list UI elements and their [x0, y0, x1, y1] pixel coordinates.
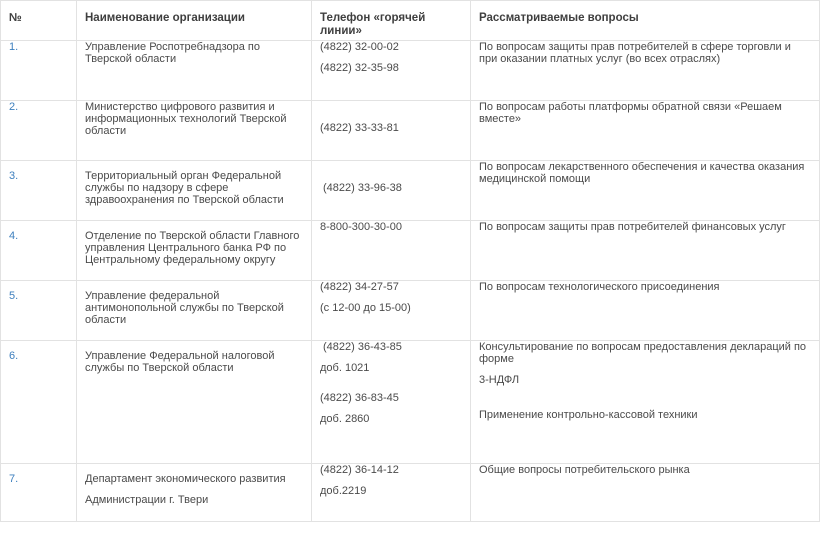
- phone-hours: (с 12-00 до 15-00): [320, 302, 411, 314]
- phone-number[interactable]: (4822) 36-14-12: [320, 464, 399, 476]
- table-row: [1, 161, 820, 221]
- phone-number[interactable]: (4822) 36-83-45: [320, 392, 399, 404]
- organization-name: Управление Федеральной налоговой службы по Тверской области: [77, 341, 312, 464]
- table-row: [1, 341, 820, 464]
- topic-cell: [471, 221, 820, 281]
- topic-cell: [471, 101, 820, 161]
- topic-cell: [471, 341, 820, 464]
- header-org: Наименование организации: [77, 1, 312, 41]
- header-topic: Рассматриваемые вопросы: [471, 1, 820, 41]
- header-phone: Телефон «горячей линии»: [312, 1, 471, 41]
- phone-extension: доб. 2860: [320, 413, 370, 425]
- phone-number[interactable]: (4822) 32-00-02: [320, 41, 399, 53]
- header-num: №: [1, 1, 77, 41]
- organization-name: Департамент экономического развития: [85, 473, 286, 485]
- topic-text: По вопросам лекарственного обеспечения и качества оказания медицинской помощи: [479, 161, 805, 185]
- topic-text: Консультирование по вопросам предоставления деклараций по форме: [479, 341, 807, 365]
- row-number: 6.: [1, 341, 77, 464]
- organization-name: Администрации г. Твери: [85, 494, 209, 506]
- phone-number[interactable]: (4822) 36-43-85: [323, 341, 402, 353]
- phone-cell: [312, 221, 471, 281]
- topic-text: По вопросам защиты прав потребителей в сфере торговли и при оказании платных услуг (во всех отраслях): [479, 41, 791, 65]
- organization-name: Управление федеральной антимонопольной службы по Тверской области: [77, 281, 312, 341]
- organization-name: Министерство цифрового развития и информационных технологий Тверской области: [77, 101, 312, 161]
- topic-text: 3-НДФЛ: [479, 374, 520, 386]
- row-number: 2.: [1, 101, 77, 161]
- topic-text: По вопросам работы платформы обратной связи «Решаем вместе»: [479, 101, 782, 125]
- row-number: 4.: [1, 221, 77, 281]
- topic-cell: [471, 281, 820, 341]
- phone-extension: доб.2219: [320, 485, 367, 497]
- phone-number[interactable]: (4822) 33-33-81: [320, 122, 399, 134]
- topic-text: По вопросам технологического присоединения: [479, 281, 720, 293]
- organization-name: Территориальный орган Федеральной службы по надзору в сфере здравоохранения по Тверской области: [77, 161, 312, 221]
- phone-number[interactable]: 8-800-300-30-00: [320, 221, 402, 233]
- phone-cell: [312, 161, 471, 221]
- row-number: 3.: [1, 161, 77, 221]
- phone-cell: [312, 281, 471, 341]
- row-number: 1.: [1, 41, 77, 101]
- table-row: [1, 464, 820, 522]
- row-number: 5.: [1, 281, 77, 341]
- topic-text: По вопросам защиты прав потребителей финансовых услуг: [479, 221, 786, 233]
- header-row: [1, 1, 820, 41]
- organization-name: Управление Роспотребнадзора по Тверской области: [77, 41, 312, 101]
- topic-cell: [471, 161, 820, 221]
- phone-number[interactable]: (4822) 34-27-57: [320, 281, 399, 293]
- organization-name: Отделение по Тверской области Главного управления Центрального банка РФ по Центральному федеральному округу: [77, 221, 312, 281]
- organization-name-cell: [77, 464, 312, 522]
- topic-text: Применение контрольно-кассовой техники: [479, 409, 698, 421]
- phone-cell: [312, 464, 471, 522]
- topic-cell: [471, 464, 820, 522]
- phone-extension: доб. 1021: [320, 362, 370, 374]
- table-row: [1, 221, 820, 281]
- topic-text: Общие вопросы потребительского рынка: [479, 464, 690, 476]
- phone-cell: [312, 341, 471, 464]
- phone-number[interactable]: (4822) 32-35-98: [320, 62, 399, 74]
- phone-number[interactable]: (4822) 33-96-38: [323, 182, 402, 194]
- row-number: 7.: [1, 464, 77, 522]
- table-row: [1, 41, 820, 101]
- topic-cell: [471, 41, 820, 101]
- table-row: [1, 101, 820, 161]
- phone-cell: [312, 41, 471, 101]
- table-row: [1, 281, 820, 341]
- phone-cell: [312, 101, 471, 161]
